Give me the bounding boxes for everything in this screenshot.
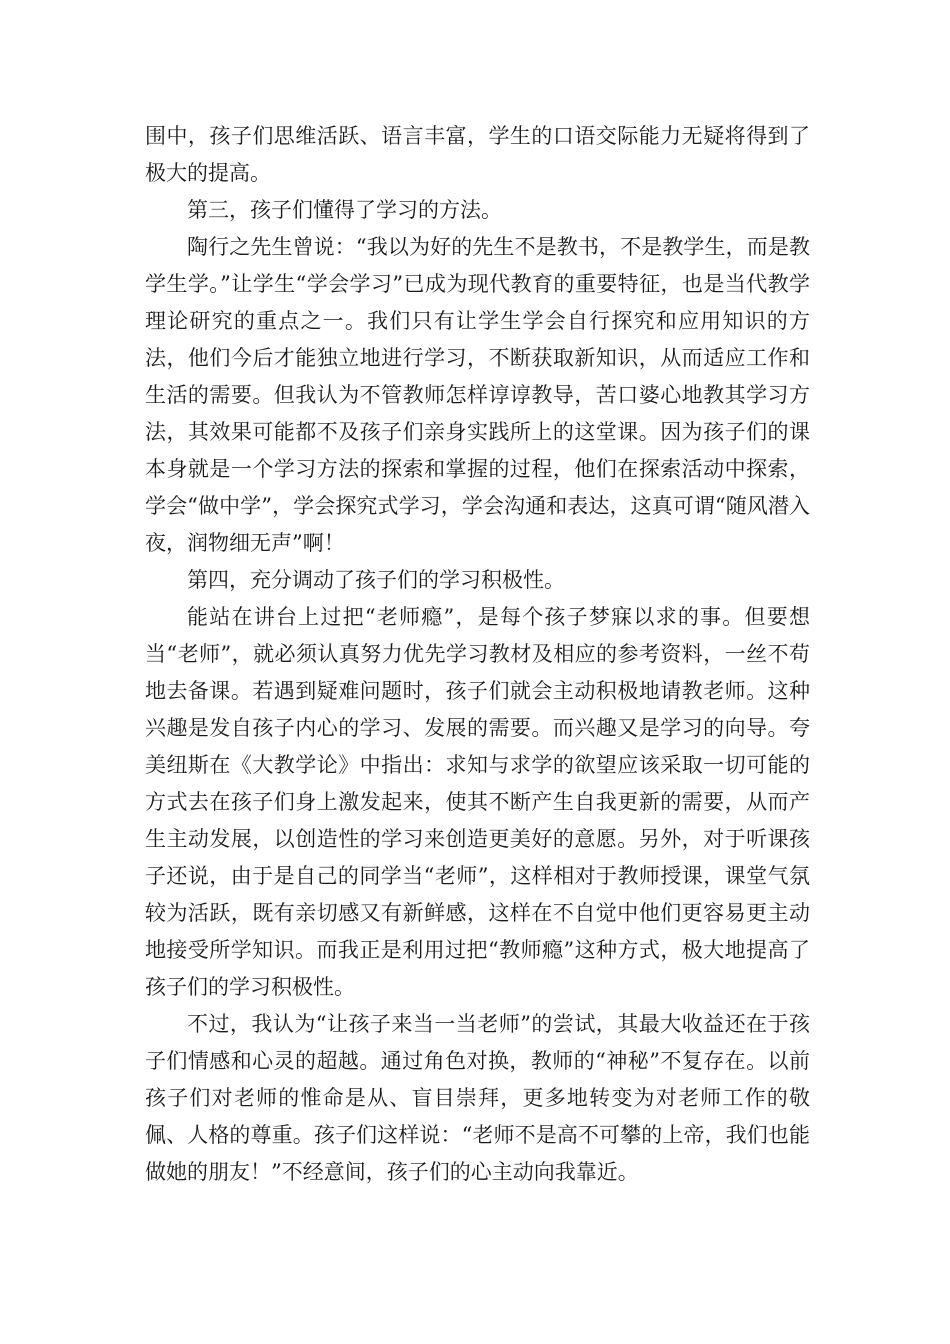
paragraph-heading-third: 第三，孩子们懂得了学习的方法。 [187,198,502,222]
paragraph-tao-quote: 陶行之先生曾说：“我以为好的先生不是教书，不是教学生，而是教学生学。”让学生“学会学习”已成为现代教育的重要特征，也是当代教学理论研究的重点之一。我们只有让学生学会自行探究和应用知识的方法，他们今后才能独立地进行学习，不断获取新知识，从而适应工作和生活的需要。但我认为不管教师怎样谆谆教导，苦口婆心地教其学习方法，其效果可能都不及孩子们亲身实践所上的这堂课。因为孩子们的课本身就是一个学习方法的探索和掌握的过程，他们在探索活动中探索，学会“做中学”，学会探究式学习，学会沟通和表达，这真可谓“随风潜入夜，润物细无声”啊！ [145,235,810,555]
paragraph-continuation: 围中，孩子们思维活跃、语言丰富，学生的口语交际能力无疑将得到了极大的提高。 [145,124,810,185]
paragraph-teacher-addiction: 能站在讲台上过把“老师瘾”，是每个孩子梦寐以求的事。但要想当“老师”，就必须认真努力优先学习教材及相应的参考资料，一丝不苟地去备课。若遇到疑难问题时，孩子们就会主动积极地请教老师。这种兴趣是发自孩子内心的学习、发展的需要。而兴趣又是学习的向导。夸美纽斯在《大教学论》中指出：求知与求学的欲望应该采取一切可能的方式去在孩子们身上激发起来，使其不断产生自我更新的需要，从而产生主动发展，以创造性的学习来创造更美好的意愿。另外，对于听课孩子还说，由于是自己的同学当“老师”，这样相对于教师授课，课堂气氛较为活跃，既有亲切感又有新鲜感，这样在不自觉中他们更容易更主动地接受所学知识。而我正是利用过把“教师瘾”这种方式，极大地提高了孩子们的学习积极性。 [145,605,810,999]
paragraph-heading-fourth: 第四，充分调动了孩子们的学习积极性。 [187,568,565,592]
document-page [145,118,810,1191]
paragraph-conclusion: 不过，我认为“让孩子来当一当老师”的尝试，其最大收益还在于孩子们情感和心灵的超越。通过角色对换，教师的“神秘”不复存在。以前孩子们对老师的惟命是从、盲目崇拜，更多地转变为对老师工作的敬佩、人格的尊重。孩子们这样说：“老师不是高不可攀的上帝，我们也能做她的朋友！”不经意间，孩子们的心主动向我靠近。 [145,1012,810,1184]
